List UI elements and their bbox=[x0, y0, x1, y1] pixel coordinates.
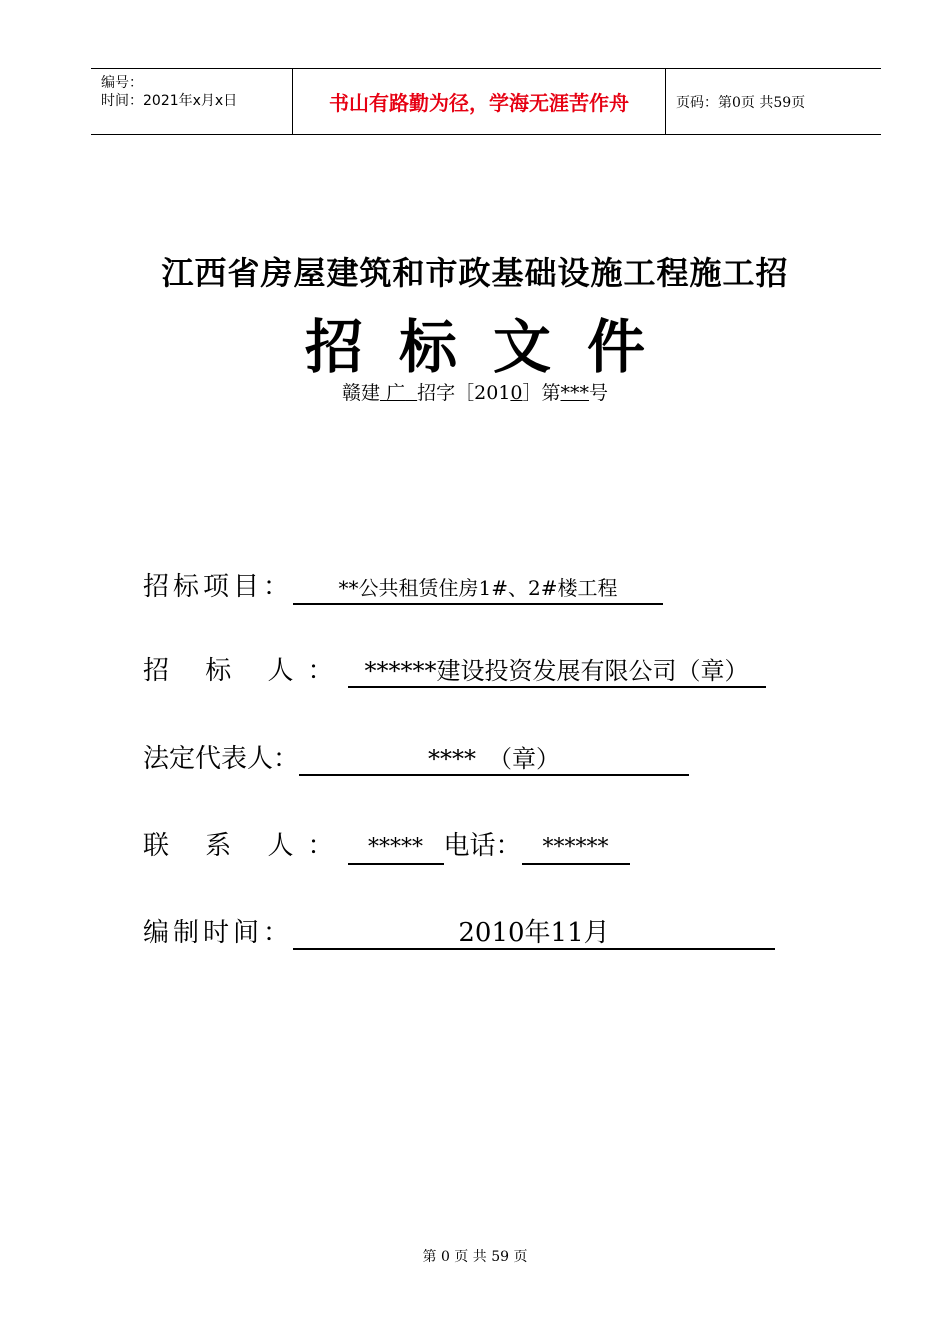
header-motto: 书山有路勤为径，学海无涯苦作舟 bbox=[293, 69, 666, 134]
field-date bbox=[143, 912, 775, 950]
date-value: 2010年11月 bbox=[293, 918, 775, 950]
project-value: **公共租赁住房1#、2#楼工程 bbox=[293, 573, 663, 605]
legal-rep-label: 法定代表人： bbox=[143, 744, 300, 774]
field-contact bbox=[143, 825, 630, 865]
doc-number-close: ］第 bbox=[522, 382, 561, 404]
field-project bbox=[143, 566, 663, 605]
doc-number-middle: 招字［201 bbox=[417, 382, 511, 404]
phone-value: ****** bbox=[522, 833, 630, 865]
contact-label: 联 系 人： bbox=[143, 831, 348, 861]
header-table bbox=[91, 68, 881, 135]
document-title: 江西省房屋建筑和市政基础设施工程施工招 bbox=[161, 254, 789, 292]
tenderer-value: ******建设投资发展有限公司（章） bbox=[348, 656, 766, 688]
doc-number-year-digit: 0 bbox=[510, 382, 523, 404]
header-info-cell bbox=[91, 69, 293, 134]
date-label: 编制时间： bbox=[143, 918, 294, 948]
contact-value: ***** bbox=[348, 833, 444, 865]
document-subtitle: 招标文件 bbox=[304, 313, 681, 381]
field-tenderer bbox=[143, 650, 766, 688]
phone-label: 电话： bbox=[443, 831, 522, 861]
legal-rep-value: **** （章） bbox=[299, 744, 689, 776]
footer-page-number: 第 0 页 共 59 页 bbox=[422, 1249, 528, 1265]
field-legal-rep bbox=[143, 738, 689, 776]
header-number-label: 编号： bbox=[101, 75, 143, 91]
doc-number-prefix: 赣建 bbox=[341, 382, 380, 404]
tenderer-label: 招 标 人： bbox=[143, 656, 348, 686]
project-label: 招标项目： bbox=[143, 572, 294, 602]
header-page-info: 页码：第0页 共59页 bbox=[676, 94, 806, 111]
header-time-label: 时间：2021年x月x日 bbox=[101, 93, 238, 109]
doc-number-seq: *** bbox=[560, 382, 590, 404]
doc-number-suffix: 号 bbox=[589, 382, 609, 404]
doc-number-region: 广 bbox=[386, 382, 406, 404]
document-number bbox=[0, 378, 950, 405]
